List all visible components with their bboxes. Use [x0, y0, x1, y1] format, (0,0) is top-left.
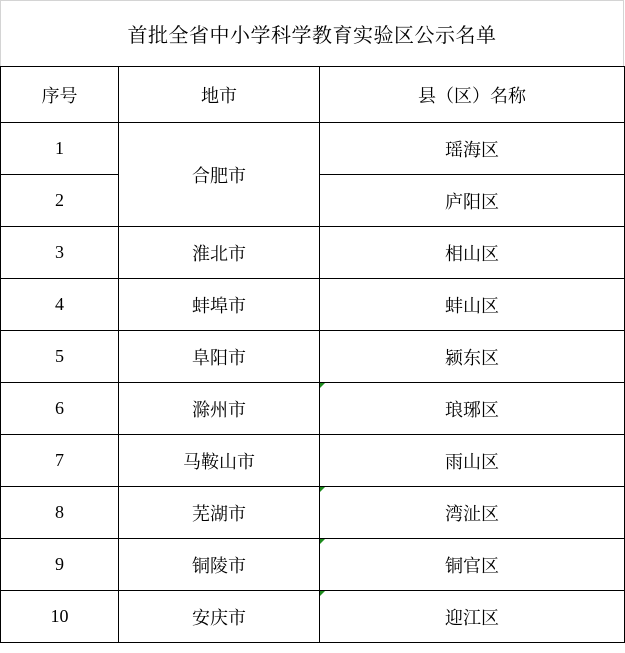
row-city[interactable]: 芜湖市 [119, 487, 320, 539]
row-index[interactable]: 10 [1, 591, 119, 643]
row-index[interactable]: 7 [1, 435, 119, 487]
row-county[interactable]: 颍东区 [320, 331, 625, 383]
row-county[interactable]: 庐阳区 [320, 175, 625, 227]
row-county[interactable]: 琅琊区 [320, 383, 625, 435]
row-index[interactable]: 8 [1, 487, 119, 539]
table-row [1, 383, 625, 435]
row-index[interactable]: 6 [1, 383, 119, 435]
row-index[interactable]: 9 [1, 539, 119, 591]
table-row [1, 227, 625, 279]
table-row [1, 539, 625, 591]
row-index[interactable]: 1 [1, 123, 119, 175]
row-county[interactable]: 蚌山区 [320, 279, 625, 331]
row-county[interactable]: 铜官区 [320, 539, 625, 591]
row-index[interactable]: 5 [1, 331, 119, 383]
row-city[interactable]: 阜阳市 [119, 331, 320, 383]
header-row [1, 67, 625, 123]
row-city-merged[interactable]: 合肥市 [119, 123, 320, 227]
table-row [1, 487, 625, 539]
header-index[interactable]: 序号 [1, 67, 119, 123]
header-county[interactable]: 县（区）名称 [320, 67, 625, 123]
table-row [1, 123, 625, 175]
table-row [1, 591, 625, 643]
experiment-zone-table [0, 66, 625, 643]
row-city[interactable]: 淮北市 [119, 227, 320, 279]
row-county[interactable]: 相山区 [320, 227, 625, 279]
table-row [1, 331, 625, 383]
row-city[interactable]: 铜陵市 [119, 539, 320, 591]
row-county[interactable]: 湾沚区 [320, 487, 625, 539]
table-row [1, 279, 625, 331]
header-city[interactable]: 地市 [119, 67, 320, 123]
row-county[interactable]: 瑶海区 [320, 123, 625, 175]
row-city[interactable]: 蚌埠市 [119, 279, 320, 331]
row-index[interactable]: 3 [1, 227, 119, 279]
table-title[interactable]: 首批全省中小学科学教育实验区公示名单 [0, 0, 624, 66]
row-index[interactable]: 2 [1, 175, 119, 227]
row-county[interactable]: 迎江区 [320, 591, 625, 643]
row-index[interactable]: 4 [1, 279, 119, 331]
table-row [1, 435, 625, 487]
row-city[interactable]: 马鞍山市 [119, 435, 320, 487]
row-city[interactable]: 安庆市 [119, 591, 320, 643]
row-city[interactable]: 滁州市 [119, 383, 320, 435]
row-county[interactable]: 雨山区 [320, 435, 625, 487]
